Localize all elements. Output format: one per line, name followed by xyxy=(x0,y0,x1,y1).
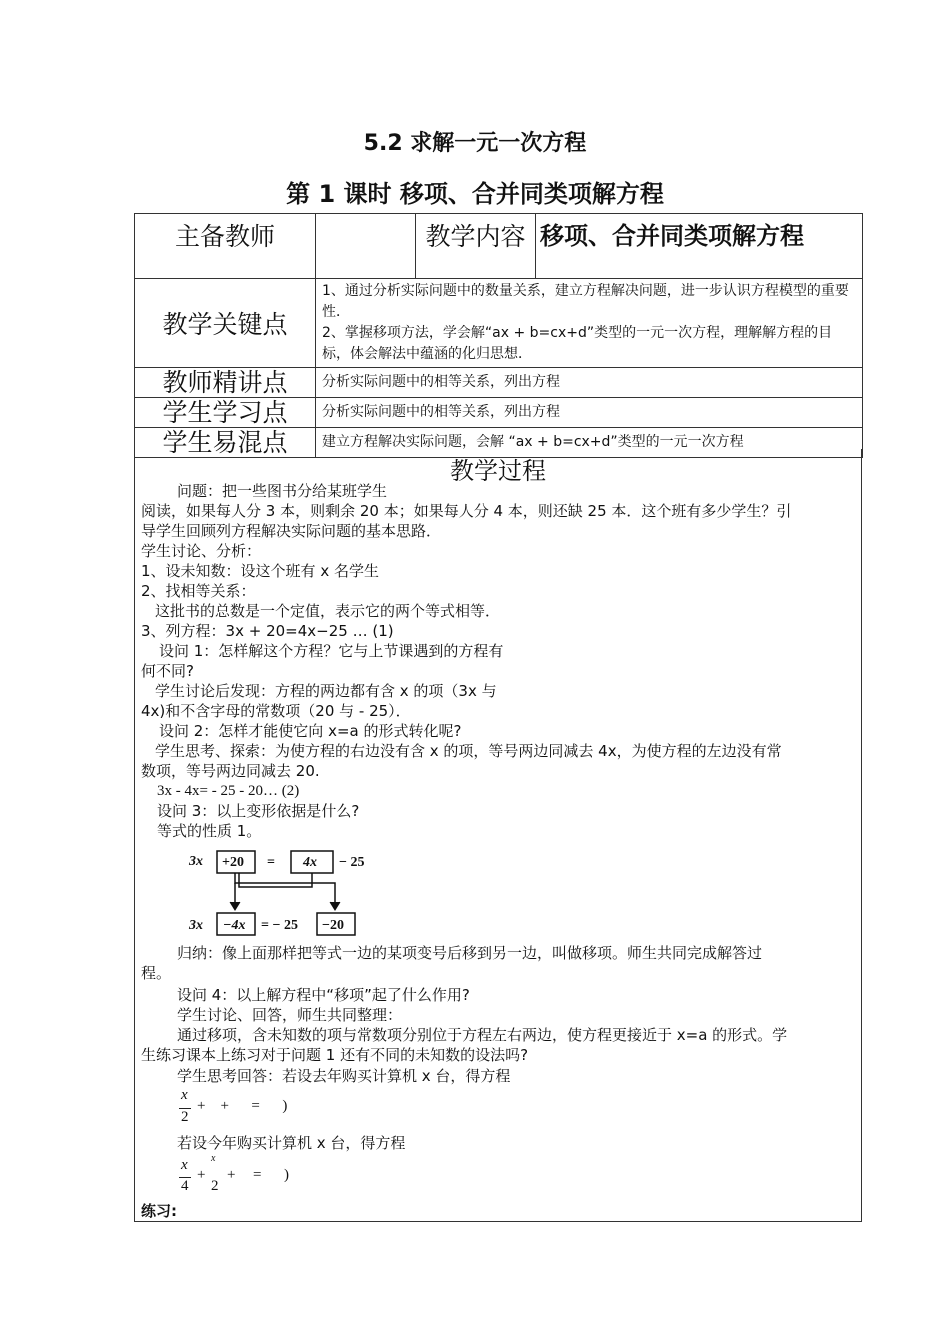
process-line: 2、找相等关系： xyxy=(141,582,256,600)
key-point-1: 1、通过分析实际问题中的数量关系，建立方程解决问题，进一步认识方程模型的重要性． xyxy=(322,283,849,320)
process-line: 这批书的总数是一个定值，表示它的两个等式相等． xyxy=(155,602,501,620)
content-value: 移项、合并同类项解方程 xyxy=(536,214,863,279)
key-points-label: 教学关键点 xyxy=(135,279,316,368)
teacher-focus-label: 教师精讲点 xyxy=(135,368,316,398)
process-line: 生练习课本上练习对于问题 1 还有不同的未知数的设法吗? xyxy=(141,1046,529,1064)
process-line: 4x)和不含字母的常数项（20 与 - 25）． xyxy=(141,702,411,720)
process-line: 何不同? xyxy=(141,662,194,680)
formula-2-mid-numerator: x xyxy=(211,1153,216,1164)
exercise-heading: 练习: xyxy=(141,1202,177,1220)
student-confuse-value: 建立方程解决实际问题，会解 “ax + b=cx+d”类型的一元一次方程 xyxy=(316,428,863,458)
process-line: 通过移项，含未知数的项与常数项分别位于方程左右两边，使方程更接近于 x=a 的形式。学 xyxy=(177,1026,788,1044)
process-line: 若设今年购买计算机 x 台，得方程 xyxy=(177,1134,406,1152)
process-line: 导学生回顾列方程解决实际问题的基本思路． xyxy=(141,522,442,540)
process-line: 设问 1：怎样解这个方程？它与上节课遇到的方程有 xyxy=(159,642,504,660)
formula-2-rest: = ) xyxy=(253,1167,289,1183)
process-line: 等式的性质 1。 xyxy=(157,822,262,840)
process-heading: 教学过程 xyxy=(450,457,546,485)
diagram-text: +20 xyxy=(222,855,244,870)
lesson-info-table xyxy=(134,213,863,458)
process-line: 设问 4：以上解方程中“移项”起了什么作用? xyxy=(177,986,470,1004)
key-points-value xyxy=(316,279,863,368)
lesson-subtitle: 第 1 课时 移项、合并同类项解方程 xyxy=(286,180,664,208)
process-line: 设问 2：怎样才能使它向 x=a 的形式转化呢? xyxy=(159,722,462,740)
process-line: 学生思考、探索：为使方程的右边没有含 x 的项，等号两边同减去 4x，为使方程的左边没有常 xyxy=(155,742,782,760)
process-line: 学生讨论、分析： xyxy=(141,542,262,560)
process-line: 学生思考回答：若设去年购买计算机 x 台，得方程 xyxy=(177,1067,511,1085)
process-line: 3、列方程：3x + 20=4x−25 … (1) xyxy=(141,622,394,640)
process-line: 数项，等号两边同减去 20. xyxy=(141,762,320,780)
diagram-text: = − 25 xyxy=(261,918,298,933)
diagram-text: = xyxy=(267,855,275,870)
diagram-text: 3x xyxy=(189,918,203,933)
student-study-value: 分析实际问题中的相等关系，列出方程 xyxy=(316,398,863,428)
teaching-process-section xyxy=(134,449,862,1222)
formula-1-denominator: 2 xyxy=(181,1109,189,1125)
teacher-focus-value: 分析实际问题中的相等关系，列出方程 xyxy=(316,368,863,398)
process-line: 1、设未知数：设这个班有 x 名学生 xyxy=(141,562,379,580)
student-study-label: 学生学习点 xyxy=(135,398,316,428)
formula-2-numerator: x xyxy=(181,1157,188,1173)
process-line: 程。 xyxy=(141,964,172,982)
diagram-text: − 25 xyxy=(339,855,365,870)
process-line: 学生讨论后发现：方程的两边都有含 x 的项（3x 与 xyxy=(155,682,497,700)
student-confuse-label: 学生易混点 xyxy=(135,428,316,458)
formula-1-rest: + + = ) xyxy=(197,1098,288,1114)
diagram-text: 4x xyxy=(303,855,317,870)
key-point-2: 2、掌握移项方法，学会解“ax + b=cx+d”类型的一元一次方程，理解解方程的目标，体会解法中蕴涵的化归思想． xyxy=(322,325,833,362)
process-line: 阅读，如果每人分 3 本，则剩余 20 本；如果每人分 4 本，则还缺 25 本．这个班有多少学生？引 xyxy=(141,502,792,520)
diagram-text: −4x xyxy=(223,918,246,933)
process-line: 设问 3：以上变形依据是什么? xyxy=(157,802,360,820)
teacher-value xyxy=(316,214,416,279)
process-line: 3x - 4x= - 25 - 20… (2) xyxy=(157,783,300,799)
teacher-label: 主备教师 xyxy=(135,214,316,279)
formula-2-plus: + xyxy=(197,1167,206,1183)
diagram-text: −20 xyxy=(322,918,344,933)
formula-2-mid-denominator: 2 xyxy=(211,1178,219,1194)
diagram-text: 3x xyxy=(189,854,203,869)
transposition-diagram xyxy=(185,847,375,939)
formula-2-plus: + xyxy=(227,1167,236,1183)
content-label: 教学内容 xyxy=(416,214,536,279)
formula-1-numerator: x xyxy=(181,1087,188,1103)
process-line: 问题：把一些图书分给某班学生 xyxy=(177,482,388,500)
process-line: 归纳：像上面那样把等式一边的某项变号后移到另一边，叫做移项。师生共同完成解答过 xyxy=(177,944,763,962)
process-line: 学生讨论、回答，师生共同整理： xyxy=(177,1006,403,1024)
formula-2-denominator: 4 xyxy=(181,1178,189,1194)
document-title: 5.2 求解一元一次方程 xyxy=(363,131,587,156)
